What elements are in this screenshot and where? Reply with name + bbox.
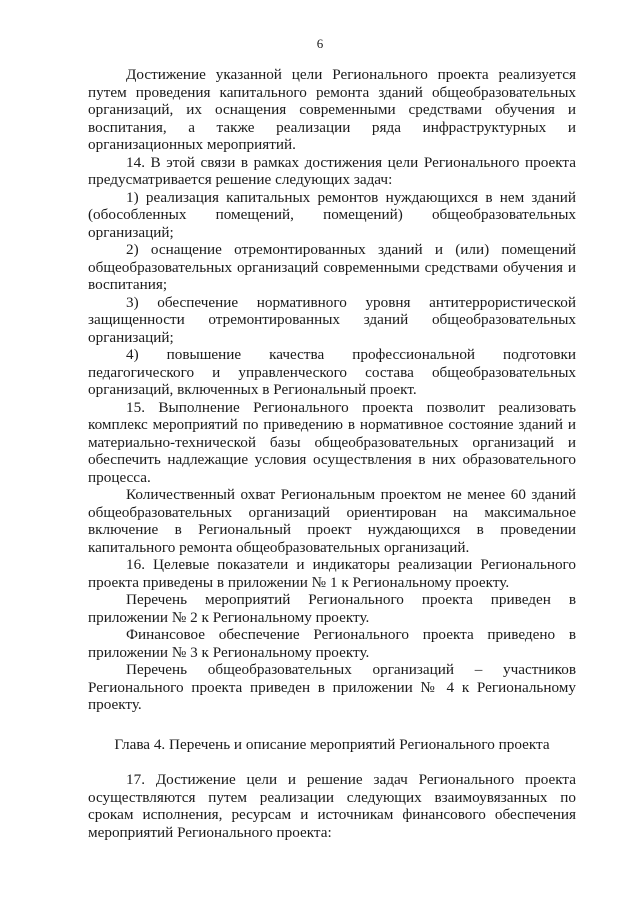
task-item-2: 2) оснащение отремонтированных зданий и (или) помещений общеобразовательных организаций современными средствами обучения и воспитания; xyxy=(88,241,576,293)
paragraph-15: 15. Выполнение Регионального проекта позволит реализовать комплекс мероприятий по приведению в нормативное состояние зданий и материально-технической базы общеобразовательных организаций и обеспечить надлежащие условия осуществления в них образовательного процесса. xyxy=(88,398,576,486)
paragraph-appendix-4: Перечень общеобразовательных организаций – участников Регионального проекта приведен в приложении № 4 к Региональному проекту. xyxy=(88,661,576,713)
paragraph-appendix-2: Перечень мероприятий Регионального проекта приведен в приложении № 2 к Региональному проекту. xyxy=(88,591,576,626)
document-body xyxy=(88,66,576,841)
paragraph-coverage: Количественный охват Региональным проектом не менее 60 зданий общеобразовательных организаций ориентирован на максимальное включение в Региональный проект нуждающихся в проведении капитального ремонта общеобразовательных организаций. xyxy=(88,486,576,556)
paragraph-goal-achievement: Достижение указанной цели Регионального проекта реализуется путем проведения капитального ремонта зданий общеобразовательных организаций, их оснащения современными средствами обучения и воспитания, а также реализации ряда инфраструктурных и организационных мероприятий. xyxy=(88,66,576,153)
task-item-3: 3) обеспечение нормативного уровня антитеррористической защищенности отремонтированных зданий общеобразовательных организаций; xyxy=(88,293,576,346)
paragraph-appendix-3: Финансовое обеспечение Регионального проекта приведено в приложении № 3 к Региональному проекту. xyxy=(88,626,576,661)
paragraph-17: 17. Достижение цели и решение задач Регионального проекта осуществляются путем реализации следующих взаимоувязанных по срокам исполнения, ресурсам и источникам финансового обеспечения мероприятий Регионального проекта: xyxy=(88,771,576,841)
page-number: 6 xyxy=(316,36,324,51)
chapter-heading: Глава 4. Перечень и описание мероприятий Регионального проекта xyxy=(114,735,550,753)
task-item-4: 4) повышение качества профессиональной подготовки педагогического и управленческого состава общеобразовательных организаций, включенных в Региональный проект. xyxy=(88,346,576,398)
paragraph-14: 14. В этой связи в рамках достижения цели Регионального проекта предусматривается решение следующих задач: xyxy=(88,153,576,188)
paragraph-16: 16. Целевые показатели и индикаторы реализации Регионального проекта приведены в приложении № 1 к Региональному проекту. xyxy=(88,556,576,591)
task-item-1: 1) реализация капитальных ремонтов нуждающихся в нем зданий (обособленных помещений, помещений) общеобразовательных организаций; xyxy=(88,188,576,241)
